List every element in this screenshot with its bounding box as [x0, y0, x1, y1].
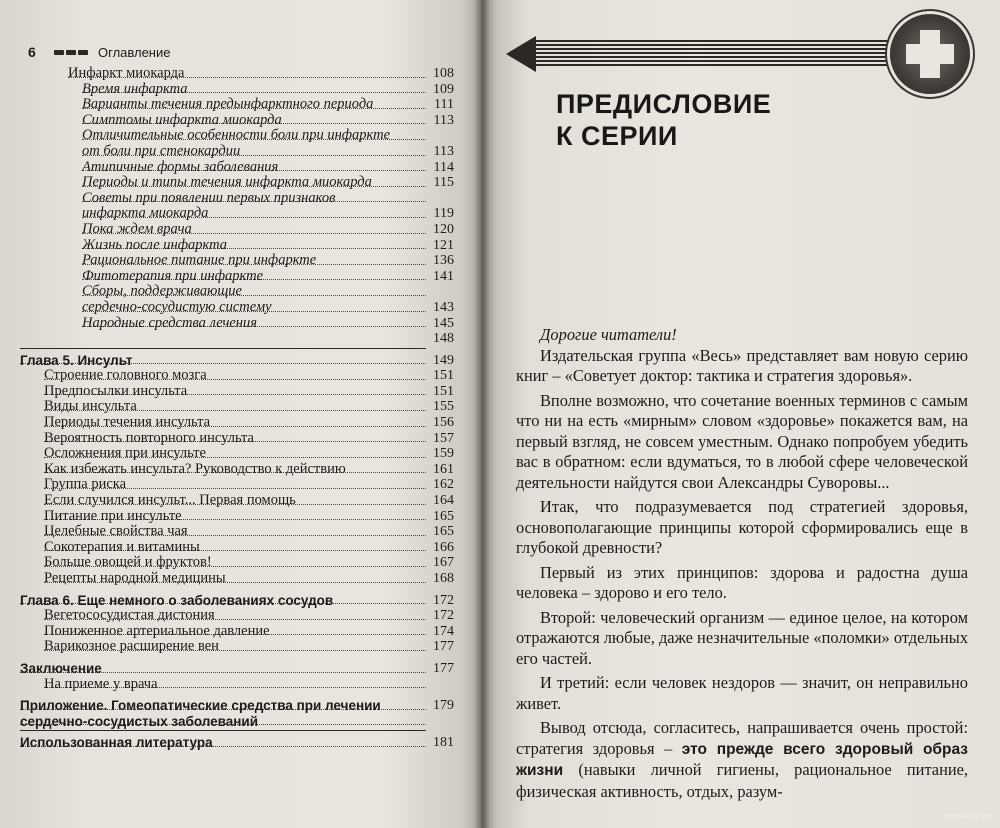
- toc-page-number: 151: [433, 383, 454, 399]
- toc-entry-title: Симптомы инфаркта миокарда: [82, 111, 282, 128]
- toc-page-number: 172: [433, 592, 454, 608]
- toc-entry: [18, 714, 454, 730]
- toc-entry-title: Атипичные формы заболевания: [82, 158, 279, 175]
- toc-entry: [18, 331, 454, 347]
- toc-page-number: 165: [433, 508, 454, 524]
- paragraph: Первый из этих принципов: здорова и радостна душа человека – здорово и его тело.: [516, 562, 968, 602]
- toc-page-number: 120: [433, 221, 454, 237]
- last-paragraph-end: (навыки личной гигиены, рациональное питание, физическая активность, отдых, разум-: [516, 760, 968, 801]
- toc-page-number: 155: [433, 399, 454, 415]
- watermark: www.ay.by: [944, 811, 992, 822]
- header-ornament-icon: [54, 50, 88, 55]
- toc-entry-title: Сборы, поддерживающие: [82, 283, 242, 300]
- toc-page-number: 166: [433, 539, 454, 555]
- toc-entry-title: Целебные свойства чая: [44, 523, 188, 540]
- chapter-title-line-2: К СЕРИИ: [556, 121, 678, 151]
- toc-chapter-entry: [18, 735, 454, 751]
- toc-entry: [18, 316, 454, 332]
- toc-page-number: 119: [433, 206, 454, 222]
- toc-entry-title: Пониженное артериальное давление: [44, 622, 270, 639]
- toc-entry-title: Глава 5. Инсульт: [20, 352, 133, 368]
- table-of-contents: [18, 66, 454, 751]
- section-title: Оглавление: [98, 44, 171, 60]
- toc-page-number: 172: [433, 608, 454, 624]
- toc-entry-title: Предпосылки инсульта: [44, 382, 188, 399]
- toc-entry-title: Рациональное питание при инфаркте: [82, 252, 317, 269]
- toc-page-number: 168: [433, 571, 454, 586]
- toc-page-number: 108: [433, 66, 454, 81]
- paragraph-last: [516, 718, 968, 802]
- running-header: [28, 44, 170, 60]
- book-gutter: [474, 0, 490, 828]
- toc-page-number: 141: [433, 268, 454, 284]
- toc-page-number: 121: [433, 237, 454, 253]
- toc-page-number: 145: [433, 315, 454, 331]
- toc-entry-title: Виды инсульта: [44, 398, 137, 415]
- paragraph: И третий: если человек нездоров — значит, он неправильно живет.: [516, 673, 968, 713]
- toc-entry: [18, 571, 454, 587]
- toc-entry: [18, 639, 454, 655]
- toc-entry-title: инфаркта миокарда: [82, 205, 209, 222]
- toc-entry-title: Использованная литература: [20, 735, 213, 751]
- toc-page-number: 179: [433, 698, 454, 714]
- toc-page-number: 113: [433, 112, 454, 128]
- preface-body: [516, 325, 968, 806]
- toc-entry-title: Как избежать инсульта? Руководство к действию: [44, 460, 346, 477]
- last-paragraph-start: Вывод отсюда, согласитесь, напрашивается очень простой: стратегия здоровья –: [516, 718, 968, 758]
- toc-entry-title: Варикозное расширение вен: [44, 638, 219, 655]
- toc-page-number: 148: [433, 331, 454, 347]
- toc-entry-title: Если случился инсульт... Первая помощь: [44, 492, 296, 509]
- toc-page-number: 165: [433, 524, 454, 540]
- toc-entry-title: Пока ждем врача: [82, 220, 192, 237]
- paragraph: Второй: человеческий организм — единое целое, на котором отражаются любые, даже незначительные «поломки» отдельных его частей.: [516, 607, 969, 668]
- toc-page-number: 151: [433, 368, 454, 384]
- toc-entry-title: сердечно-сосудистых заболеваний: [20, 713, 259, 729]
- toc-page-number: 174: [433, 623, 454, 639]
- toc-entry-title: Вегетососудистая дистония: [44, 607, 215, 624]
- paragraph: Вполне возможно, что сочетание военных терминов с самым что ни на есть «мирным» словом «здоровье» покажется вам, на первый взгляд, не совсем уместным. Однако попробуем убедить вас в обратном: если вдуматься, то в любой сфере человеческой деятельности найдутся свои Александры Суворовы...: [516, 390, 968, 492]
- toc-page-number: 149: [433, 352, 454, 368]
- toc-entry-title: Время инфаркта: [82, 80, 188, 97]
- toc-entry-title: Отличительные особенности боли при инфаркте: [82, 127, 391, 144]
- toc-page-number: 164: [433, 493, 454, 509]
- toc-entry-title: На приеме у врача: [44, 675, 158, 692]
- toc-page-number: 177: [433, 660, 454, 676]
- toc-entry-title: Сокотерапия и витамины: [44, 538, 200, 555]
- toc-page-number: 109: [433, 81, 454, 97]
- toc-entry-title: Инфаркт миокарда: [68, 65, 185, 81]
- toc-page-number: 177: [433, 639, 454, 655]
- left-page: [0, 0, 482, 828]
- toc-entry-title: Группа риска: [44, 476, 127, 493]
- toc-entry-title: Приложение. Гомеопатические средства при лечении: [20, 698, 381, 714]
- toc-page-number: 115: [433, 175, 454, 191]
- toc-entry-title: Периоды течения инсульта: [44, 414, 211, 431]
- toc-entry-title: Вероятность повторного инсульта: [44, 429, 254, 446]
- toc-entry-title: Строение головного мозга: [44, 367, 207, 384]
- toc-page-number: 156: [433, 415, 454, 431]
- toc-entry-title: Заключение: [20, 660, 102, 676]
- toc-entry-title: Осложнения при инсульте: [44, 445, 206, 462]
- toc-entry-title: от боли при стенокардии: [82, 142, 241, 159]
- toc-entry: [18, 677, 454, 693]
- toc-page-number: 157: [433, 430, 454, 446]
- medical-cross-icon: [890, 14, 970, 94]
- toc-page-number: 114: [433, 159, 454, 175]
- arrow-banner-icon: [506, 36, 906, 72]
- last-paragraph-bold: это прежде всего здоровый образ жизни: [516, 740, 968, 779]
- toc-page-number: 111: [434, 97, 454, 113]
- toc-entry-title: Рецепты народной медицины: [44, 570, 226, 586]
- toc-entry-title: Больше овощей и фруктов!: [44, 554, 212, 571]
- toc-page-number: 162: [433, 477, 454, 493]
- chapter-title-line-1: ПРЕДИСЛОВИЕ: [556, 89, 772, 119]
- toc-entry-title: Советы при появлении первых признаков: [82, 189, 336, 206]
- toc-entry-title: Народные средства лечения: [82, 314, 257, 331]
- page-number: 6: [28, 44, 36, 60]
- toc-entry-title: Фитотерапия при инфаркте: [82, 267, 264, 284]
- toc-page-number: 181: [433, 735, 454, 751]
- toc-page-number: 136: [433, 253, 454, 269]
- toc-entry-title: Жизнь после инфаркта: [82, 236, 228, 253]
- toc-page-number: 167: [433, 555, 454, 571]
- toc-page-number: 159: [433, 446, 454, 462]
- toc-page-number: 161: [433, 461, 454, 477]
- toc-entry-title: Варианты течения предынфарктного периода: [82, 96, 374, 113]
- toc-entry-title: Питание при инсульте: [44, 507, 182, 524]
- paragraph: Издательская группа «Весь» представляет вам новую серию книг – «Советует доктор: тактика и стратегия здоровья».: [516, 345, 968, 385]
- greeting: Дорогие читатели!: [540, 325, 677, 344]
- toc-entry-title: сердечно-сосудистую систему: [82, 298, 272, 315]
- paragraph: Итак, что подразумевается под стратегией здоровья, основополагающие принципы которой сформировались еще в глубокой древности?: [516, 497, 968, 557]
- chapter-title: [556, 88, 771, 152]
- toc-entry-title: Периоды и типы течения инфаркта миокарда: [82, 174, 372, 191]
- toc-page-number: 113: [433, 143, 454, 159]
- right-page: [482, 0, 1000, 828]
- toc-page-number: 143: [433, 299, 454, 315]
- toc-entry-title: Глава 6. Еще немного о заболеваниях сосудов: [20, 592, 334, 608]
